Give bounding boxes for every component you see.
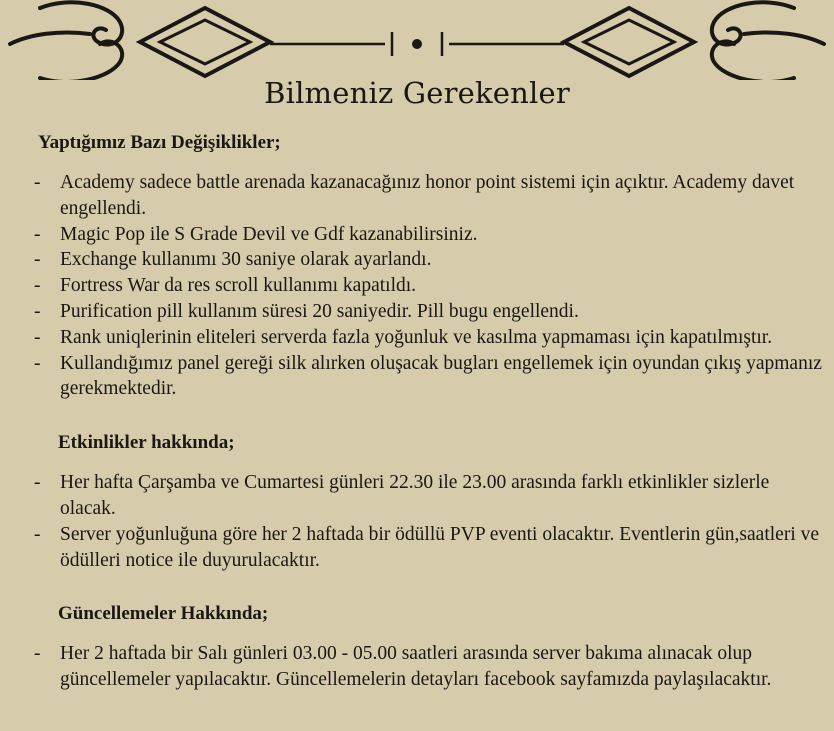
list-item: - Fortress War da res scroll kullanımı kapatıldı. bbox=[34, 273, 824, 299]
section-heading: Etkinlikler hakkında; bbox=[58, 432, 235, 454]
list-item: - Server yoğunluğuna göre her 2 haftada bir ödüllü PVP eventi olacaktır. Eventlerin gün,saatleri ve ödülleri notice ile duyurulacaktır. bbox=[34, 522, 824, 574]
list-item: - Academy sadece battle arenada kazanacağınız honor point sistemi için açıktır. Academy davet engellendi. bbox=[34, 170, 824, 222]
section-events bbox=[34, 432, 824, 573]
list-item: - Her 2 haftada bir Salı günleri 03.00 - 05.00 saatleri arasında server bakıma alınacak olup güncellemeler yapılacaktır. Güncellemelerin detayları facebook sayfamızda paylaşılacaktır. bbox=[34, 641, 824, 693]
section-updates bbox=[34, 603, 824, 693]
list-item: - Magic Pop ile S Grade Devil ve Gdf kazanabilirsiniz. bbox=[34, 222, 824, 248]
list-item: - Her hafta Çarşamba ve Cumartesi günleri 22.30 ile 23.00 arasında farklı etkinlikler sizlerle olacak. bbox=[34, 470, 824, 522]
content bbox=[34, 132, 824, 693]
header-ornament bbox=[0, 0, 834, 80]
list-item: - Exchange kullanımı 30 saniye olarak ayarlandı. bbox=[34, 247, 824, 273]
events-list bbox=[34, 470, 824, 573]
page-title: Bilmeniz Gerekenler bbox=[264, 76, 570, 110]
section-changes bbox=[34, 132, 824, 402]
updates-list bbox=[34, 641, 824, 693]
list-item: - Purification pill kullanım süresi 20 saniyedir. Pill bugu engellendi. bbox=[34, 299, 824, 325]
list-item: - Rank uniqlerinin eliteleri serverda fazla yoğunluk ve kasılma yapmaması için kapatılmıştır. bbox=[34, 325, 824, 351]
section-spacer bbox=[34, 402, 824, 432]
list-item: - Kullandığımız panel gereği silk alırken oluşacak bugları engellemek için oyundan çıkış yapmanız gerekmektedir. bbox=[34, 351, 824, 403]
changes-list bbox=[34, 170, 824, 402]
section-spacer bbox=[34, 573, 824, 603]
section-heading: Güncellemeler Hakkında; bbox=[58, 603, 269, 625]
section-heading: Yaptığımız Bazı Değişiklikler; bbox=[38, 132, 281, 153]
